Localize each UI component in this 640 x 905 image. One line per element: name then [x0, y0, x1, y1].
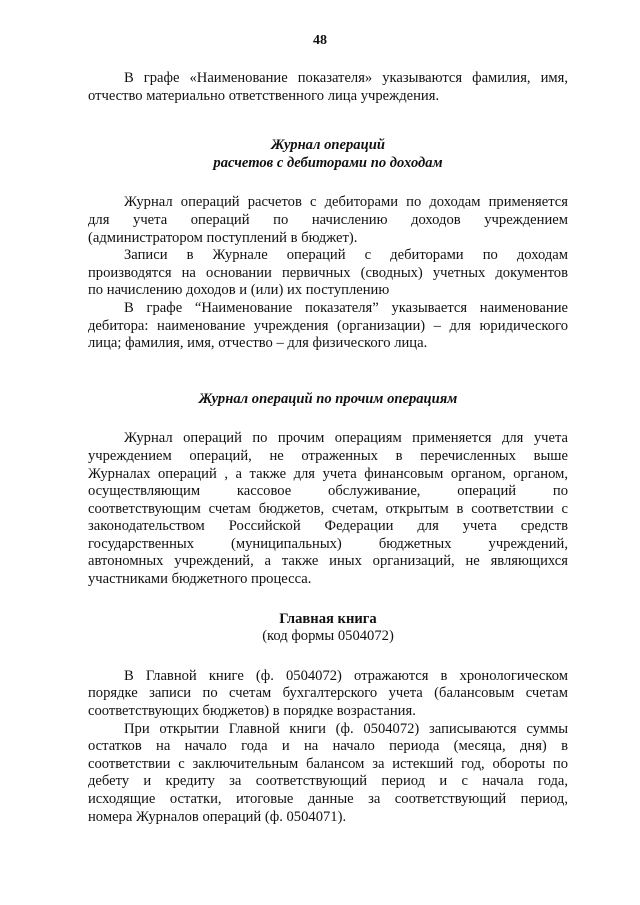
text-line: При открытии Главной книги (ф. 0504072) записываются суммы [124, 720, 568, 737]
text-line: участниками бюджетного процесса. [88, 571, 312, 588]
section-general-ledger [88, 611, 568, 827]
section-other-operations [88, 391, 568, 589]
paragraph [88, 194, 568, 247]
text-line: для учета операций по начислению доходов учреждением [88, 211, 568, 228]
text-line: остатков на начало года и на начало периода (месяца, дня) в [88, 738, 568, 755]
paragraph [88, 247, 568, 300]
text-line: В графе «Наименование показателя» указываются фамилия, имя, [124, 70, 568, 86]
text-line: (администратором поступлений в бюджет). [88, 229, 358, 246]
text-line: соответствующих бюджетов) в порядке возрастания. [88, 703, 416, 720]
section-title: Главная книга [279, 610, 377, 627]
text-line: В графе “Наименование показателя” указывается наименование [124, 299, 568, 316]
text-line: номера Журналов операций (ф. 0504071). [88, 808, 347, 825]
intro-paragraph [88, 70, 568, 105]
text-line: дебитора: наименование учреждения (организации) – для юридического [88, 317, 568, 334]
section-subtitle: (код формы 0504072) [262, 628, 394, 645]
paragraph [88, 300, 568, 353]
text-line: дебету и кредиту за соответствующий период и с начала года, [88, 773, 568, 790]
text-line: по начислению доходов и (или) их поступлению [88, 282, 390, 299]
text-line: лица; фамилия, имя, отчество – для физического лица. [88, 335, 428, 352]
text-line: Журнал операций расчетов с дебиторами по доходам применяется [124, 194, 568, 211]
paragraph [88, 668, 568, 721]
text-line: В Главной книге (ф. 0504072) отражаются в хронологическом [124, 667, 568, 684]
text-line: соответствии с заключительным балансом за истекший год, обороты по [88, 755, 568, 772]
text-line: государственных (муниципальных) бюджетных учреждений, [88, 535, 568, 552]
text-line: соответствующим счетам бюджетов, счетам, открытым в соответствии с [88, 500, 568, 517]
text-line: исходящие остатки, итоговые данные за соответствующий период, [88, 791, 568, 807]
section-title: Журнал операций по прочим операциям [198, 390, 458, 407]
text-line: производятся на основании первичных (сводных) учетных документов [88, 264, 568, 281]
section-title: Журнал операций [271, 137, 385, 154]
text-line: порядке записи по счетам бухгалтерского учета (балансовым счетам [88, 685, 568, 702]
text-line: законодательством Российской Федерации для учета средств [88, 518, 568, 535]
text-line: отчество материально ответственного лица учреждения. [88, 87, 440, 104]
document-body [88, 70, 568, 826]
section-debtors [88, 137, 568, 353]
paragraph [88, 430, 568, 588]
text-line: Журнал операций по прочим операциям применяется для учета [124, 430, 568, 447]
text-line: Записи в Журнале операций с дебиторами по доходам [124, 247, 568, 264]
text-line: учреждением операций, не отраженных в перечисленных выше [88, 447, 568, 464]
page-number: 48 [313, 33, 327, 48]
text-line: Журналах операций , а также для учета финансовым органом, органом, [88, 465, 568, 482]
text-line: осуществляющим кассовое обслуживание, операций по [88, 483, 568, 500]
section-title: расчетов с дебиторами по доходам [213, 154, 443, 171]
text-line: автономных учреждений, а также иных организаций, не являющихся [88, 553, 568, 570]
paragraph [88, 721, 568, 827]
